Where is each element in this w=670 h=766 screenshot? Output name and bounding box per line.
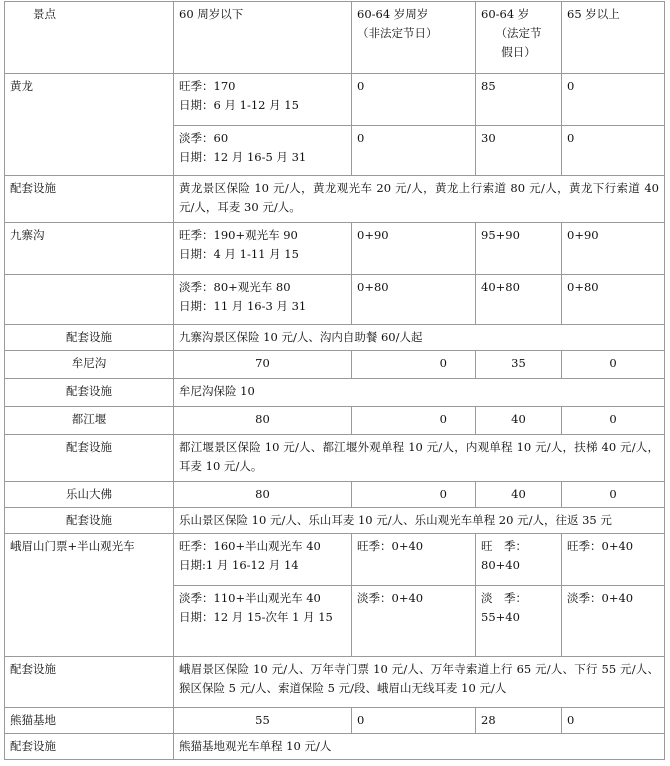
season-price: 55+40 (481, 610, 520, 624)
price-cell: 0+90 (352, 223, 476, 275)
facilities-text: 黄龙景区保险 10 元/人，黄龙观光车 20 元/人，黄龙上行索道 80 元/人，黄龙下行索道 40 元/人，耳麦 30 元/人。 (174, 176, 665, 223)
header-60-64-holiday (476, 2, 562, 74)
price-cell: 28 (476, 708, 562, 734)
price-cell: 淡季：0+40 (352, 586, 476, 657)
facilities-text: 熊猫基地观光车单程 10 元/人 (174, 734, 665, 760)
table-row (5, 708, 665, 734)
header-text: 60-64 岁周岁 (357, 7, 429, 21)
table-row (5, 223, 665, 275)
facilities-text: 峨眉景区保险 10 元/人、万年寺门票 10 元/人、万年寺索道上行 65 元/人、下行 55 元/人、猴区保险 5 元/人、索道保险 5 元/段、峨眉山无线耳麦 10 元/人 (174, 657, 665, 708)
header-text: （法定节 (495, 26, 542, 40)
attraction-name: 九寨沟 (5, 223, 174, 275)
facilities-row (5, 176, 665, 223)
season-date: 日期:1 月 16-12 月 14 (179, 558, 299, 572)
price-cell: 0 (352, 126, 476, 176)
price-cell (174, 534, 352, 586)
price-cell: 35 (476, 351, 562, 379)
price-cell: 80 (174, 482, 352, 508)
price-cell (476, 586, 562, 657)
season-price: 淡季：80+观光车 80 (179, 280, 291, 294)
facilities-text: 乐山景区保险 10 元/人、乐山耳麦 10 元/人、乐山观光车单程 20 元/人，往返 35 元 (174, 508, 665, 534)
season-date: 日期：12 月 16-5 月 31 (179, 150, 307, 164)
facilities-row (5, 435, 665, 482)
season-price: 旺 季： (481, 539, 527, 553)
price-cell: 85 (476, 74, 562, 126)
price-cell: 0 (562, 482, 665, 508)
price-cell (174, 126, 352, 176)
price-cell: 95+90 (476, 223, 562, 275)
price-cell: 30 (476, 126, 562, 176)
price-cell: 0 (562, 708, 665, 734)
facilities-label: 配套设施 (5, 435, 174, 482)
table-row (5, 74, 665, 126)
price-cell: 0+80 (352, 275, 476, 325)
price-cell (476, 534, 562, 586)
attraction-name: 都江堰 (5, 407, 174, 435)
facilities-label: 配套设施 (5, 325, 174, 351)
price-cell: 0 (352, 482, 476, 508)
season-price: 淡 季： (481, 591, 527, 605)
table-row (5, 275, 665, 325)
price-cell: 0 (562, 407, 665, 435)
facilities-row (5, 325, 665, 351)
season-price: 旺季：170 (179, 79, 236, 93)
season-price: 旺季：190+观光车 90 (179, 228, 298, 242)
header-text: （非法定节日） (357, 26, 438, 40)
facilities-row (5, 508, 665, 534)
price-cell: 旺季：0+40 (562, 534, 665, 586)
season-date: 日期：4 月 1-11 月 15 (179, 247, 299, 261)
table-row (5, 482, 665, 508)
price-cell: 0 (352, 407, 476, 435)
header-60-64-regular (352, 2, 476, 74)
season-price: 淡季：60 (179, 131, 229, 145)
attraction-name: 熊猫基地 (5, 708, 174, 734)
price-cell (174, 586, 352, 657)
header-under-60: 60 周岁以下 (174, 2, 352, 74)
price-cell: 淡季：0+40 (562, 586, 665, 657)
ticket-price-table (4, 1, 665, 760)
price-cell: 0 (352, 74, 476, 126)
header-row (5, 2, 665, 74)
price-cell: 旺季：0+40 (352, 534, 476, 586)
price-cell: 0+80 (562, 275, 665, 325)
attraction-name: 黄龙 (5, 74, 174, 176)
price-cell: 0 (562, 126, 665, 176)
price-cell: 0 (562, 74, 665, 126)
price-cell: 40 (476, 482, 562, 508)
season-date: 日期：12 月 15-次年 1 月 15 (179, 610, 333, 624)
price-cell: 70 (174, 351, 352, 379)
attraction-name (5, 275, 174, 325)
season-date: 日期：6 月 1-12 月 15 (179, 98, 299, 112)
price-cell: 80 (174, 407, 352, 435)
header-text: 假日） (501, 45, 536, 59)
season-price: 80+40 (481, 558, 520, 572)
facilities-row (5, 657, 665, 708)
table-row (5, 351, 665, 379)
price-cell: 0 (352, 351, 476, 379)
price-cell (174, 74, 352, 126)
price-cell: 0 (352, 708, 476, 734)
season-price: 淡季：110+半山观光车 40 (179, 591, 321, 605)
price-cell: 40+80 (476, 275, 562, 325)
price-cell: 0 (562, 351, 665, 379)
price-cell (174, 275, 352, 325)
facilities-row (5, 379, 665, 407)
facilities-label: 配套设施 (5, 508, 174, 534)
season-date: 日期：11 月 16-3 月 31 (179, 299, 307, 313)
table-row (5, 407, 665, 435)
facilities-label: 配套设施 (5, 657, 174, 708)
facilities-label: 配套设施 (5, 734, 174, 760)
attraction-name: 乐山大佛 (5, 482, 174, 508)
price-cell: 55 (174, 708, 352, 734)
facilities-text: 都江堰景区保险 10 元/人、都江堰外观单程 10 元/人，内观单程 10 元/人，扶梯 40 元/人，耳麦 10 元/人。 (174, 435, 665, 482)
header-text: 60-64 岁 (481, 7, 530, 21)
price-cell (174, 223, 352, 275)
header-attraction: 景点 (5, 2, 174, 74)
facilities-row (5, 734, 665, 760)
header-over-65: 65 岁以上 (562, 2, 665, 74)
season-price: 旺季：160+半山观光车 40 (179, 539, 321, 553)
price-cell: 40 (476, 407, 562, 435)
attraction-name: 峨眉山门票+半山观光车 (5, 534, 174, 657)
attraction-name: 牟尼沟 (5, 351, 174, 379)
price-cell: 0+90 (562, 223, 665, 275)
facilities-text: 牟尼沟保险 10 (174, 379, 665, 407)
table-row (5, 534, 665, 586)
facilities-label: 配套设施 (5, 379, 174, 407)
facilities-text: 九寨沟景区保险 10 元/人、沟内自助餐 60/人起 (174, 325, 665, 351)
facilities-label: 配套设施 (5, 176, 174, 223)
